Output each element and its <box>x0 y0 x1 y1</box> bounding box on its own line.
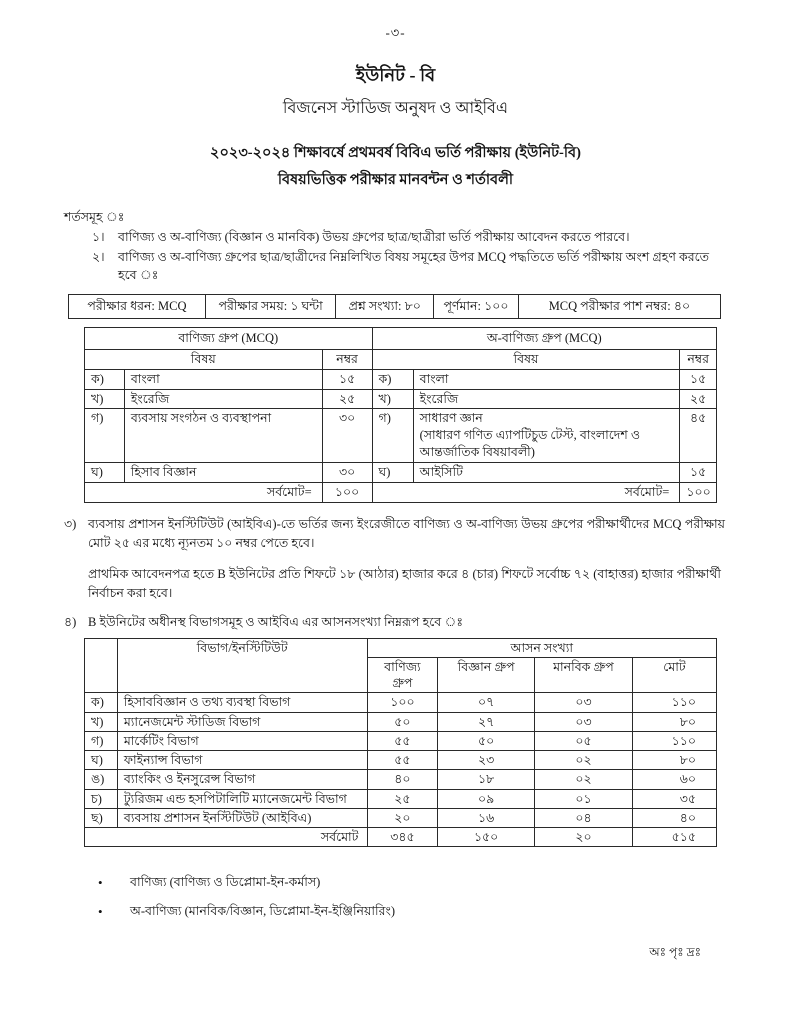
total-seats-cell: ১১০ <box>632 731 716 750</box>
full-marks-cell: পূর্ণমান: ১০০ <box>434 295 519 319</box>
subject-cell: ব্যবসায় সংগঠন ও ব্যবস্থাপনা <box>124 409 322 463</box>
total-seats-cell: ৩৫ <box>632 789 716 808</box>
marks-header-left: নম্বর <box>322 349 372 369</box>
sl-cell: ঙ) <box>85 770 118 789</box>
subject-cell <box>413 409 680 463</box>
science-seats-cell: ৫০ <box>438 731 535 750</box>
marks-cell: ২৫ <box>680 389 717 409</box>
dept-name-cell: মার্কেটিং বিভাগ <box>117 731 367 750</box>
total-column-header: মোট <box>632 657 716 693</box>
humanities-seats-cell: ০৫ <box>534 731 632 750</box>
sl-cell: ছ) <box>85 808 118 827</box>
humanities-seats-cell: ০৩ <box>534 693 632 712</box>
commerce-group-title: বাণিজ্য গ্রুপ (MCQ) <box>85 327 373 349</box>
sl-cell: ঘ) <box>372 463 413 483</box>
humanities-seats-cell: ০৪ <box>534 808 632 827</box>
page-number: -৩- <box>385 25 406 40</box>
grand-total-row <box>85 828 717 847</box>
condition-number: ১। <box>92 229 105 244</box>
marks-distribution-table <box>84 327 717 503</box>
exam-type-cell: পরীক্ষার ধরন: MCQ <box>69 295 206 319</box>
science-seats-cell: ২৭ <box>438 712 535 731</box>
sl-cell: ক) <box>85 693 118 712</box>
unit-title: ইউনিট - বি <box>355 65 436 85</box>
group-title-row <box>85 327 717 349</box>
science-total-cell: ১৫০ <box>438 828 535 847</box>
commerce-seats-cell: ৫৫ <box>367 731 438 750</box>
commerce-seats-cell: ৫০ <box>367 712 438 731</box>
total-label-left: সর্বমোট= <box>85 482 323 502</box>
exam-title-line2: বিষয়ভিত্তিক পরীক্ষার মানবন্টন ও শর্তাবলী <box>277 172 514 188</box>
subject-cell: ইংরেজি <box>413 389 680 409</box>
condition-item-1 <box>64 228 725 247</box>
commerce-seats-cell: ৫৫ <box>367 751 438 770</box>
sl-cell: গ) <box>85 731 118 750</box>
group-definition-list <box>98 873 725 921</box>
table-row <box>85 731 717 750</box>
dept-name-cell: ব্যাংকিং ও ইনসুরেন্স বিভাগ <box>117 770 367 789</box>
total-seats-cell: ৬০ <box>632 770 716 789</box>
sl-cell: খ) <box>372 389 413 409</box>
sl-cell: গ) <box>372 409 413 463</box>
marks-cell: ২৫ <box>322 389 372 409</box>
subject-cell: ইংরেজি <box>124 389 322 409</box>
exam-duration-cell: পরীক্ষার সময়: ১ ঘন্টা <box>205 295 335 319</box>
commerce-seats-cell: ৪০ <box>367 770 438 789</box>
humanities-seats-cell: ০২ <box>534 751 632 770</box>
sl-header-cell <box>85 638 118 693</box>
subject-cell: বাংলা <box>413 369 680 389</box>
note-text: ব্যবসায় প্রশাসন ইনস্টিটিউট (আইবিএ)-তে ভর্তির জন্য ইংরেজীতে বাণিজ্য ও অ-বাণিজ্য উভয় গ্রুপের পরীক্ষার্থীদের MCQ পরীক্ষায় মোট ২৫ এর মধ্যে ন্যূনতম ১০ নম্বর পেতে হবে। <box>88 516 725 550</box>
table-row <box>85 693 717 712</box>
sl-cell: ক) <box>85 369 125 389</box>
grand-total-label: সর্বমোট <box>85 828 368 847</box>
condition-item-2 <box>64 248 725 286</box>
marks-cell: ৩০ <box>322 463 372 483</box>
note-text: B ইউনিটের অধীনস্থ বিভাগসমূহ ও আইবিএ এর আসনসংখ্যা নিম্নরূপ হবে ঃ <box>88 614 464 629</box>
science-seats-cell: ০৭ <box>438 693 535 712</box>
humanities-total-cell: ২০ <box>534 828 632 847</box>
seat-allocation-table <box>84 638 717 848</box>
commerce-total-cell: ৩৪৫ <box>367 828 438 847</box>
bullet-text: বাণিজ্য (বাণিজ্য ও ডিপ্লোমা-ইন-কর্মাস) <box>130 875 321 890</box>
question-count-cell: প্রশ্ন সংখ্যা: ৮০ <box>336 295 434 319</box>
list-item <box>98 902 725 922</box>
subject-cell: হিসাব বিজ্ঞান <box>124 463 322 483</box>
sl-cell: ক) <box>372 369 413 389</box>
column-header-row <box>85 349 717 369</box>
sl-cell: ঘ) <box>85 751 118 770</box>
total-seats-cell: ১১০ <box>632 693 716 712</box>
science-seats-cell: ১৬ <box>438 808 535 827</box>
note-item-3 <box>64 515 725 553</box>
dept-name-cell: ম্যানেজমেন্ট স্টাডিজ বিভাগ <box>117 712 367 731</box>
total-marks-left: ১০০ <box>322 482 372 502</box>
total-marks-right: ১০০ <box>680 482 717 502</box>
table-row <box>85 712 717 731</box>
science-seats-cell: ১৮ <box>438 770 535 789</box>
exam-title-line1: ২০২৩-২০২৪ শিক্ষাবর্ষে প্রথমবর্ষ বিবিএ ভর্তি পরীক্ষায় (ইউনিট-বি) <box>210 145 581 161</box>
continued-page-note: অঃ পৃঃ দ্রঃ <box>649 945 701 959</box>
total-seats-cell: ৪০ <box>632 808 716 827</box>
humanities-group-header: মানবিক গ্রুপ <box>534 657 632 693</box>
shift-selection-paragraph: প্রাথমিক আবেদনপত্র হতে B ইউনিটের প্রতি শিফটে ১৮ (আঠার) হাজার করে ৪ (চার) শিফটে সর্বোচ্চ ৭২ (বাহাত্তর) হাজার পরীক্ষার্থী নির্বাচন করা হবে। <box>88 567 721 600</box>
faculty-title: বিজনেস স্টাডিজ অনুষদ ও আইবিএ <box>282 100 509 117</box>
bullet-icon: • <box>98 875 103 891</box>
non-commerce-group-title: অ-বাণিজ্য গ্রুপ (MCQ) <box>372 327 716 349</box>
dept-name-cell: ব্যবসায় প্রশাসন ইনস্টিটিউট (আইবিএ) <box>117 808 367 827</box>
seats-header-row-1 <box>85 638 717 657</box>
total-seats-cell: ৮০ <box>632 712 716 731</box>
table-row <box>85 789 717 808</box>
science-seats-cell: ২৩ <box>438 751 535 770</box>
exam-info-table <box>68 294 721 319</box>
subject-note: (সাধারণ গণিত এ্যাপটিচুড টেস্ট, বাংলাদেশ ও আন্তর্জাতিক বিষয়াবলী) <box>419 428 641 460</box>
table-row <box>85 751 717 770</box>
bullet-icon: • <box>98 903 103 919</box>
sl-cell: খ) <box>85 712 118 731</box>
dept-name-cell: ট্যুরিজম এন্ড হসপিটালিটি ম্যানেজমেন্ট বিভাগ <box>117 789 367 808</box>
dept-header-cell: বিভাগ/ইনস্টিটিউট <box>117 638 367 693</box>
humanities-seats-cell: ০৩ <box>534 712 632 731</box>
subject-cell: বাংলা <box>124 369 322 389</box>
marks-cell: ১৫ <box>322 369 372 389</box>
dept-name-cell: হিসাববিজ্ঞান ও তথ্য ব্যবস্থা বিভাগ <box>117 693 367 712</box>
science-seats-cell: ০৯ <box>438 789 535 808</box>
table-row <box>85 808 717 827</box>
subject-text: সাধারণ জ্ঞান <box>419 411 483 426</box>
note-item-row <box>64 613 725 632</box>
subject-header-right: বিষয় <box>372 349 680 369</box>
total-seats-cell: ৮০ <box>632 751 716 770</box>
marks-header-right: নম্বর <box>680 349 717 369</box>
marks-cell: ৪৫ <box>680 409 717 463</box>
commerce-seats-cell: ২০ <box>367 808 438 827</box>
subject-header-left: বিষয় <box>85 349 323 369</box>
table-row <box>85 389 717 409</box>
marks-cell: ১৫ <box>680 369 717 389</box>
commerce-seats-cell: ১০০ <box>367 693 438 712</box>
note-number: ৪) <box>64 614 77 629</box>
pass-marks-cell: MCQ পরীক্ষার পাশ নম্বর: ৪০ <box>518 295 720 319</box>
seats-header-cell: আসন সংখ্যা <box>367 638 717 657</box>
list-item <box>98 873 725 893</box>
grand-total-cell: ৫১৫ <box>632 828 716 847</box>
table-row <box>85 770 717 789</box>
condition-number: ২। <box>92 249 105 264</box>
humanities-seats-cell: ০১ <box>534 789 632 808</box>
sl-cell: চ) <box>85 789 118 808</box>
exam-info-row <box>69 295 721 319</box>
notes-section <box>64 515 725 553</box>
total-row <box>85 482 717 502</box>
table-row <box>85 369 717 389</box>
condition-text: বাণিজ্য ও অ-বাণিজ্য গ্রুপের ছাত্র/ছাত্রীদের নিম্নলিখিত বিষয় সমূহের উপর MCQ পদ্ধতিতে ভর্তি পরীক্ষায় অংশ গ্রহণ করতে হবে ঃ <box>118 249 710 283</box>
commerce-seats-cell: ২৫ <box>367 789 438 808</box>
humanities-seats-cell: ০২ <box>534 770 632 789</box>
sl-cell: ঘ) <box>85 463 125 483</box>
conditions-heading: শর্তসমূহ ঃ <box>64 210 125 224</box>
note-number: ৩) <box>64 516 77 531</box>
note-item-4 <box>64 613 725 632</box>
science-group-header: বিজ্ঞান গ্রুপ <box>438 657 535 693</box>
sl-cell: গ) <box>85 409 125 463</box>
commerce-group-header: বাণিজ্য গ্রুপ <box>367 657 438 693</box>
conditions-section <box>64 208 725 285</box>
total-label-right: সর্বমোট= <box>372 482 680 502</box>
table-row <box>85 463 717 483</box>
dept-name-cell: ফাইন্যান্স বিভাগ <box>117 751 367 770</box>
marks-cell: ১৫ <box>680 463 717 483</box>
sl-cell: খ) <box>85 389 125 409</box>
bullet-text: অ-বাণিজ্য (মানবিক/বিজ্ঞান, ডিপ্লোমা-ইন-ইঞ্জিনিয়ারিং) <box>130 903 396 918</box>
subject-cell: আইসিটি <box>413 463 680 483</box>
table-row <box>85 409 717 463</box>
marks-cell: ৩০ <box>322 409 372 463</box>
condition-text: বাণিজ্য ও অ-বাণিজ্য (বিজ্ঞান ও মানবিক) উভয় গ্রুপের ছাত্র/ছাত্রীরা ভর্তি পরীক্ষায় আবেদন করতে পারবে। <box>118 229 630 244</box>
